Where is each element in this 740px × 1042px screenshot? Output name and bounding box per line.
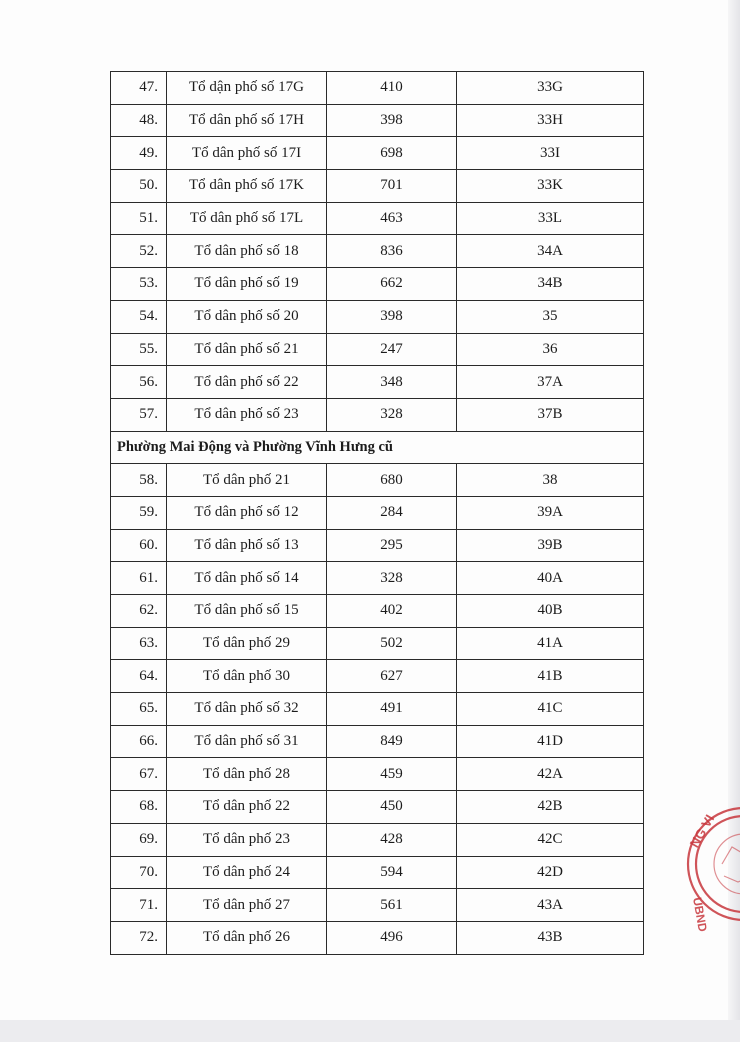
row-number: 68. [111,791,167,824]
row-population: 627 [327,660,457,693]
row-number: 49. [111,137,167,170]
row-population: 295 [327,529,457,562]
row-name: Tổ dân phố số 17L [167,202,327,235]
row-code: 37A [457,366,644,399]
row-code: 39A [457,496,644,529]
row-number: 59. [111,496,167,529]
row-number: 48. [111,104,167,137]
row-population: 402 [327,595,457,628]
row-name: Tổ dân phố 29 [167,627,327,660]
row-name: Tổ dân phố 27 [167,889,327,922]
row-code: 41B [457,660,644,693]
row-name: Tổ dân phố 22 [167,791,327,824]
row-population: 450 [327,791,457,824]
row-code: 33I [457,137,644,170]
row-name: Tổ dân phố số 12 [167,496,327,529]
row-code: 41D [457,725,644,758]
row-code: 39B [457,529,644,562]
row-code: 33L [457,202,644,235]
table-row [111,398,644,431]
row-population: 491 [327,693,457,726]
row-population: 410 [327,72,457,105]
row-name: Tổ dân phố số 19 [167,268,327,301]
row-number: 47. [111,72,167,105]
table-row [111,137,644,170]
row-name: Tổ dân phố 23 [167,823,327,856]
row-population: 398 [327,104,457,137]
row-number: 57. [111,398,167,431]
row-population: 247 [327,333,457,366]
row-code: 38 [457,464,644,497]
table-row [111,823,644,856]
row-code: 35 [457,300,644,333]
row-name: Tổ dân phố số 32 [167,693,327,726]
row-code: 42B [457,791,644,824]
row-number: 69. [111,823,167,856]
row-population: 849 [327,725,457,758]
row-code: 34A [457,235,644,268]
row-number: 71. [111,889,167,922]
red-seal-stamp [682,792,740,942]
row-population: 328 [327,398,457,431]
row-name: Tổ dân phố số 21 [167,333,327,366]
svg-text:NG VI: NG VI [686,811,718,851]
row-population: 398 [327,300,457,333]
row-code: 43A [457,889,644,922]
table-row [111,300,644,333]
row-code: 42D [457,856,644,889]
row-code: 36 [457,333,644,366]
row-code: 42A [457,758,644,791]
row-population: 496 [327,921,457,954]
row-number: 56. [111,366,167,399]
row-name: Tổ dân phố 26 [167,921,327,954]
row-number: 58. [111,464,167,497]
table-row [111,921,644,954]
row-code: 40A [457,562,644,595]
row-name: Tổ dân phố số 17K [167,170,327,203]
row-population: 594 [327,856,457,889]
row-number: 52. [111,235,167,268]
row-population: 701 [327,170,457,203]
row-population: 463 [327,202,457,235]
row-number: 51. [111,202,167,235]
table-row [111,72,644,105]
row-number: 54. [111,300,167,333]
row-number: 72. [111,921,167,954]
row-name: Tổ dân phố số 23 [167,398,327,431]
row-population: 328 [327,562,457,595]
row-population: 348 [327,366,457,399]
row-code: 40B [457,595,644,628]
row-population: 284 [327,496,457,529]
row-name: Tổ dân phố 30 [167,660,327,693]
table-row [111,856,644,889]
row-number: 53. [111,268,167,301]
row-name: Tổ dân phố số 20 [167,300,327,333]
table-row [111,725,644,758]
table-row [111,529,644,562]
row-name: Tổ dân phố số 17H [167,104,327,137]
population-table [110,71,644,955]
row-population: 836 [327,235,457,268]
table-row [111,366,644,399]
row-code: 37B [457,398,644,431]
table-row [111,333,644,366]
row-population: 662 [327,268,457,301]
row-number: 61. [111,562,167,595]
row-name: Tổ dân phố số 18 [167,235,327,268]
row-name: Tổ dân phố số 13 [167,529,327,562]
row-name: Tổ dân phố số 22 [167,366,327,399]
section-row [111,431,644,464]
table-row [111,889,644,922]
row-code: 43B [457,921,644,954]
row-code: 33G [457,72,644,105]
table-row [111,496,644,529]
row-number: 63. [111,627,167,660]
row-name: Tổ dân phố 24 [167,856,327,889]
table-row [111,595,644,628]
row-name: Tổ dân phố số 14 [167,562,327,595]
row-population: 698 [327,137,457,170]
row-number: 64. [111,660,167,693]
row-code: 42C [457,823,644,856]
table-row [111,562,644,595]
row-number: 67. [111,758,167,791]
table-row [111,170,644,203]
table-row [111,235,644,268]
row-name: Tổ dân phố 21 [167,464,327,497]
table-row [111,660,644,693]
row-code: 33K [457,170,644,203]
row-name: Tổ dân phố 28 [167,758,327,791]
row-code: 33H [457,104,644,137]
scan-background [0,1020,740,1042]
row-population: 502 [327,627,457,660]
table-row [111,104,644,137]
row-population: 561 [327,889,457,922]
table-row [111,791,644,824]
row-number: 60. [111,529,167,562]
row-code: 41A [457,627,644,660]
row-number: 70. [111,856,167,889]
row-population: 680 [327,464,457,497]
row-name: Tổ dận phố số 17G [167,72,327,105]
row-population: 428 [327,823,457,856]
table-row [111,268,644,301]
row-number: 62. [111,595,167,628]
table-row [111,627,644,660]
row-code: 41C [457,693,644,726]
row-number: 50. [111,170,167,203]
svg-text:UBND: UBND [690,896,710,933]
row-code: 34B [457,268,644,301]
row-number: 65. [111,693,167,726]
table-row [111,464,644,497]
row-number: 66. [111,725,167,758]
table-row [111,758,644,791]
table-row [111,202,644,235]
section-title: Phường Mai Động và Phường Vĩnh Hưng cũ [111,431,644,464]
row-name: Tổ dân phố số 31 [167,725,327,758]
table-row [111,693,644,726]
row-number: 55. [111,333,167,366]
row-population: 459 [327,758,457,791]
row-name: Tổ dân phố số 17I [167,137,327,170]
row-name: Tổ dân phố số 15 [167,595,327,628]
